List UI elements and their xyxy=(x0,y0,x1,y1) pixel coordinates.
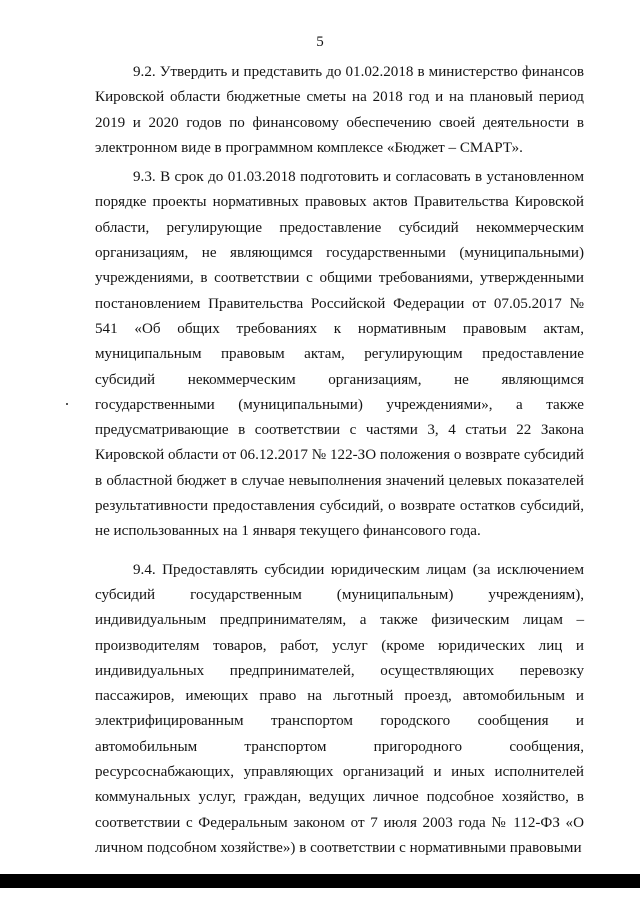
scan-edge-bar xyxy=(0,874,640,888)
scan-speck xyxy=(66,403,68,405)
document-body xyxy=(95,60,584,861)
paragraph-9-3: 9.3. В срок до 01.03.2018 подготовить и согласовать в установленном порядке проекты нормативных правовых актов Правительства Кировской области, регулирующие предоставление субсидий некоммерческим организациям, не являющимся государственными (муниципальными) учреждениями, в соответствии с общими требованиями, утвержденными постановлением Правительства Российской Федерации от 07.05.2017 № 541 «Об общих требованиях к нормативным правовым актам, муниципальным правовым актам, регулирующим предоставление субсидий некоммерческим организациям, не являющимся государственными (муниципальными) учреждениями», а также предусматривающие в соответствии с частями 3, 4 статьи 22 Закона Кировской области от 06.12.2017 № 122-ЗО положения о возврате субсидий в областной бюджет в случае невыполнения значений целевых показателей результативности предоставления субсидий, о возврате остатков субсидий, не использованных на 1 января текущего финансового года. xyxy=(95,169,584,540)
page-number: 5 xyxy=(316,34,324,50)
paragraph-9-2: 9.2. Утвердить и представить до 01.02.2018 в министерство финансов Кировской области бюджетные сметы на 2018 год и на плановый период 2019 и 2020 годов по финансовому обеспечению своей деятельности в электронном виде в программном комплексе «Бюджет – СМАРТ». xyxy=(95,64,584,156)
paragraph-9-4: 9.4. Предоставлять субсидии юридическим лицам (за исключением субсидий государственным (муниципальным) учреждениям), индивидуальным предпринимателям, а также физическим лицам – производителям товаров, работ, услуг (кроме юридических лиц и индивидуальных предпринимателей, осуществляющих перевозку пассажиров, имеющих право на льготный проезд, автомобильным и электрифицированным транспортом городского сообщения и автомобильным транспортом пригородного сообщения, ресурсоснабжающих, управляющих организаций и иных исполнителей коммунальных услуг, граждан, ведущих личное подсобное хозяйство, в соответствии с Федеральным законом от 7 июля 2003 года № 112-ФЗ «О личном подсобном хозяйстве») в соответствии с нормативными правовыми xyxy=(95,561,584,856)
